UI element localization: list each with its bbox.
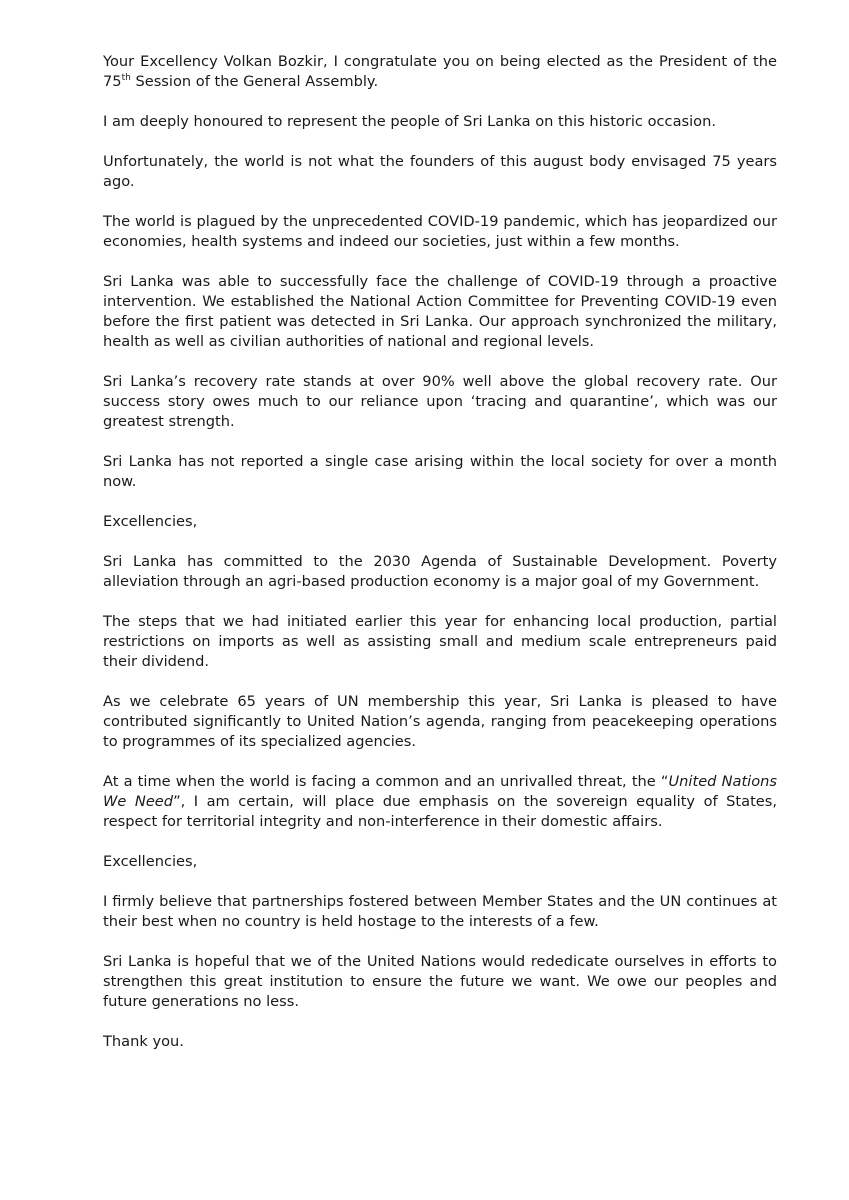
paragraph-un-membership: As we celebrate 65 years of UN membership this year, Sri Lanka is pleased to have contributed significantly to United Nation’s agenda, ranging from peacekeeping operations to programmes of its specialized agencies. xyxy=(103,693,777,750)
speech-body xyxy=(103,52,777,1072)
paragraph-partnerships: I firmly believe that partnerships fostered between Member States and the UN continues at their best when no country is held hostage to the interests of a few. xyxy=(103,893,777,930)
greeting-text-end: Session of the General Assembly. xyxy=(130,73,379,90)
paragraph-salutation-2: Excellencies, xyxy=(103,853,198,870)
paragraph-recovery-rate: Sri Lanka’s recovery rate stands at over 90% well above the global recovery rate. Our success story owes much to our reliance upon ‘tracing and quarantine’, which was our greatest strength. xyxy=(103,373,777,430)
paragraph-no-local-cases: Sri Lanka has not reported a single case arising within the local society for over a month now. xyxy=(103,453,777,490)
threat-text-end: ”, I am certain, will place due emphasis on the sovereign equality of States, respect for territorial integrity and non-interference in their domestic affairs. xyxy=(103,793,778,830)
quoted-theme: United Nations We Need xyxy=(103,773,777,810)
paragraph-local-production: The steps that we had initiated earlier this year for enhancing local production, partial restrictions on imports as well as assisting small and medium scale entrepreneurs paid their dividend. xyxy=(103,613,777,670)
paragraph-rededicate: Sri Lanka is hopeful that we of the United Nations would rededicate ourselves in efforts to strengthen this great institution to ensure the future we want. We owe our peoples and future generations no less. xyxy=(103,953,777,1010)
greeting-text-start: Your Excellency Volkan Bozkir, I congratulate you on being elected as the President of the 75 xyxy=(103,53,777,90)
paragraph-closing: Thank you. xyxy=(103,1033,184,1050)
paragraph-agenda-2030: Sri Lanka has committed to the 2030 Agenda of Sustainable Development. Poverty alleviation through an agri-based production economy is a major goal of my Government. xyxy=(103,553,777,590)
threat-text-start: At a time when the world is facing a common and an unrivalled threat, the “ xyxy=(103,773,669,790)
paragraph-united-nations-we-need xyxy=(103,772,777,832)
paragraph-founders: Unfortunately, the world is not what the founders of this august body envisaged 75 years ago. xyxy=(103,153,777,190)
paragraph-greeting xyxy=(103,52,777,92)
paragraph-pandemic: The world is plagued by the unprecedented COVID-19 pandemic, which has jeopardized our economies, health systems and indeed our societies, just within a few months. xyxy=(103,213,777,250)
ordinal-suffix: th xyxy=(121,73,131,83)
paragraph-honoured: I am deeply honoured to represent the people of Sri Lanka on this historic occasion. xyxy=(103,113,716,130)
paragraph-salutation-1: Excellencies, xyxy=(103,513,198,530)
paragraph-covid-response: Sri Lanka was able to successfully face the challenge of COVID-19 through a proactive intervention. We established the National Action Committee for Preventing COVID-19 even before the first patient was detected in Sri Lanka. Our approach synchronized the military, health as well as civilian authorities of national and regional levels. xyxy=(103,273,777,350)
